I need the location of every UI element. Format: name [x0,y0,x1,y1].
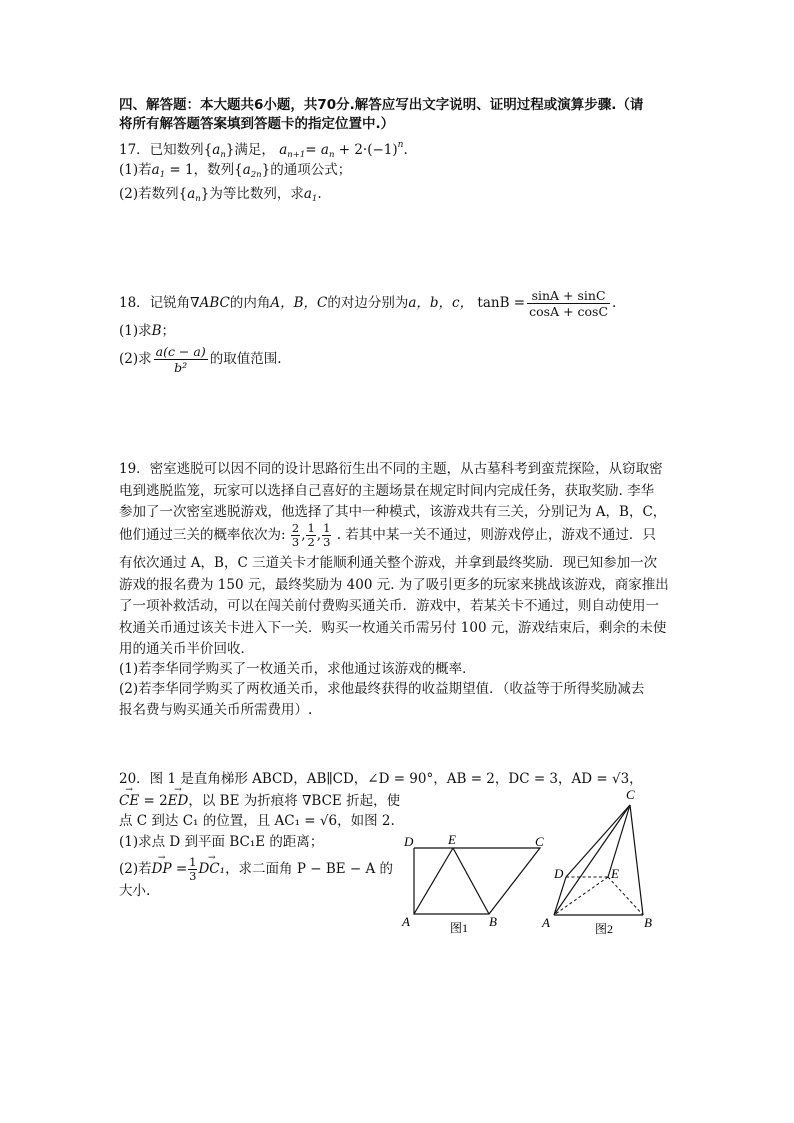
q20-stem-line1: 20．图 1 是直角梯形 ABCD，AB∥CD，∠D = 90°，AB = 2，DC = 3，AD = √3， [119,771,643,787]
segment-EA [414,848,453,914]
hidden-edge-E-A [554,877,608,915]
label-D: D [404,834,414,849]
q20-fraction: $\frac{1}{3}$ [189,855,197,883]
q19-line: 有依次通过 A，B，C 三道关卡才能顺利通关整个游戏，并拿到最终奖励．现已知参加一次 [119,555,658,571]
label-A: A [402,914,410,929]
edge-A-C1 [554,805,630,915]
q19-line: 电到逃脱监笼，玩家可以选择自己喜好的主题场景在规定时间内完成任务，获取奖励. 李华 [119,483,655,499]
label-C: C [535,834,544,849]
q19-line: 19．密室逃脱可以因不同的设计思路衍生出不同的主题，从古墓科考到蛮荒探险，从窃取密 [119,461,663,477]
q19-line: 枚通关币通过该关卡进入下一关．购买一枚通关币需另付 100 元，游戏结束后，剩余的未使 [119,620,667,636]
q19-line: 用的通关币半价回收． [119,641,254,657]
label-E: E [611,866,619,881]
label-D: D [554,866,564,881]
q19-probability-line: 他们通过三关的概率依次为: $\frac{2}{3}$ , $\frac{1}{2}$ , $\frac{1}{3}$ . 若其中某一关不通过，则游戏停止，游戏不通过．只 [119,521,656,549]
edge-B-C1 [630,805,643,915]
hidden-edge-E-B [608,877,643,915]
q19-line: 了一项补救活动，可以在闯关前付费购买通关币．游戏中，若某关卡不通过，则自动使用一 [119,598,659,614]
q17-part1: (1)若$a_1 = 1$，数列$\{a_{2n}\}$的通项公式； [119,162,352,180]
q18-ratio-fraction: $\frac{a(c - a)}{\text{b²}}$ [155,344,206,375]
q20-part2-cont: 大小. [119,883,151,899]
q20-stem-line3: 点 C 到达 C₁ 的位置，且 AC₁ = √6，如图 2. [119,813,395,829]
label-E: E [448,832,456,847]
q19-line: 游戏的报名费为 150 元，最终奖励为 400 元. 为了吸引更多的玩家来挑战该游戏，商家推出 [119,577,669,593]
q19-line: 参加了一次密室逃脱游戏，他选择了其中一种模式，该游戏共有三关，分别记为 A，B，C， [119,504,667,520]
prob-fraction-b: $\frac{1}{2}$ [307,521,315,549]
figure-1-caption: 图1 [450,921,469,935]
label-B: B [489,914,497,929]
figure-2-caption: 图2 [595,922,614,936]
q20-part2: (2)若→ DP = $\frac{1}{3}$ → DC₁，求二面角 P − BE − A 的 [119,856,393,883]
edge-A-D [554,877,566,915]
q18-part1: (1)求B； [119,323,176,339]
q19-part1: (1)若李华同学购买了一枚通关币，求他通过该游戏的概率． [119,661,476,677]
prob-fraction-c: $\frac{1}{3}$ [323,521,331,549]
segment-EB [453,848,489,914]
section-heading-line1: 四、解答题：本大题共6小题，共70分.解答应写出文字说明、证明过程或演算步骤.（请 [119,97,644,113]
q17-stem: 17．已知数列$\{a_n\}$满足， $a_{n+1}= a_n + 2\cdot(-1)^n$. [119,140,408,160]
q18-tan-fraction: $\frac{\sin A + \sin C}{\cos A + \cos C}$ [529,288,609,319]
q20-stem-line2: → CE = 2→ ED，以 BE 为折痕将 ∇BCE 折起，使 [119,792,400,810]
label-C: C [626,787,635,802]
q20-part1: (1)求点 D 到平面 BC₁E 的距离； [119,834,324,850]
label-B: B [644,915,652,930]
figure-1-trapezoid [400,830,560,940]
section-heading-line2: 将所有解答题答案填到答题卡的指定位置中.） [119,116,395,132]
label-A: A [542,915,550,930]
q18-part2: (2)求 $\frac{a(c - a)}{\text{b²}}$ 的取值范围. [119,344,282,375]
q19-part2: (2)若李华同学购买了两枚通关币，求他最终获得的收益期望值．（收益等于所得奖励减去 [119,681,645,697]
q17-part2: (2)若数列$\{a_n\}$为等比数列，求$a_1$. [119,186,322,204]
prob-fraction-a: $\frac{2}{3}$ [291,521,300,549]
edge-D-C1 [566,805,630,877]
q19-part2-cont: 报名费与购买通关币所需费用）. [119,702,313,718]
figure-2-solid [540,785,670,940]
q18-stem: 18．记锐角∇ABC的内角A，B，C的对边分别为a，b，c， tanB = $\frac{\sin A + \sin C}{\cos A + \cos C}$ . [119,288,617,319]
